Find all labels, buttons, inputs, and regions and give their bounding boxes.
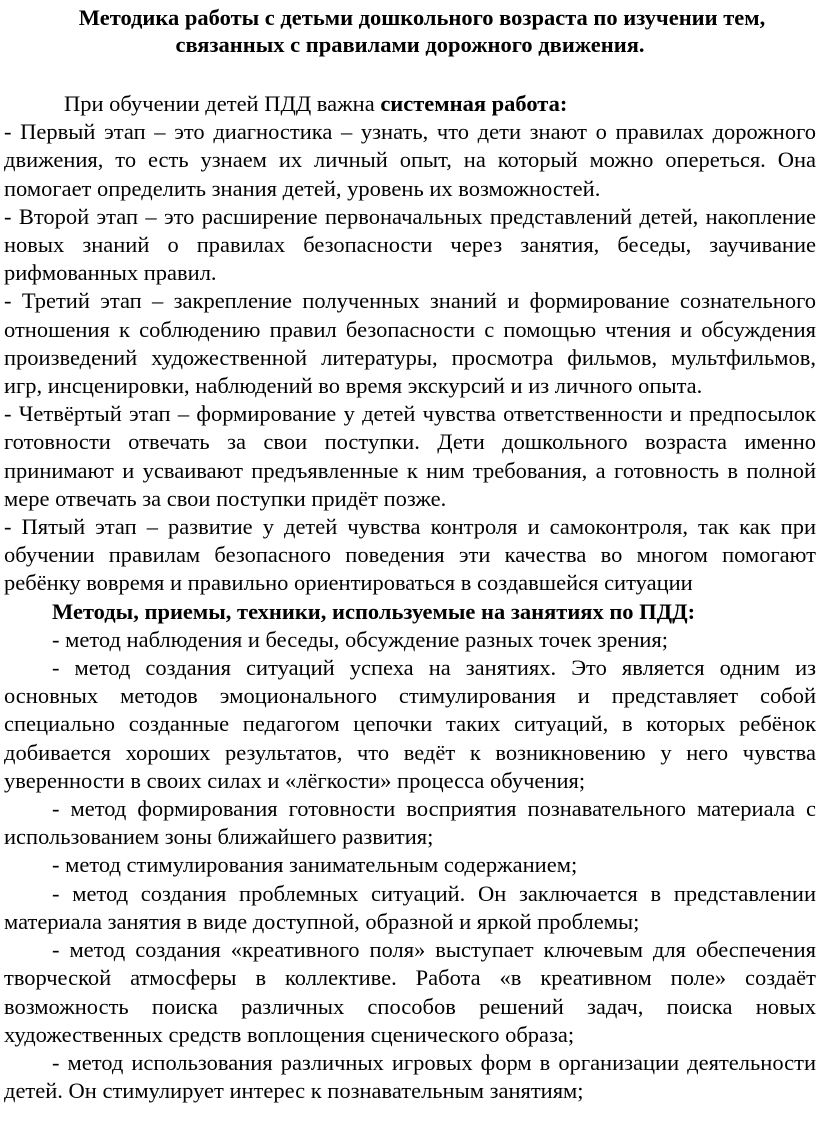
stage-2-paragraph: - Второй этап – это расширение первоначальных представлений детей, накопление новых знаний о правилах безопасности через занятия, беседы, заучивание рифмованных правил. xyxy=(4,203,816,286)
method-2-paragraph: - метод создания ситуаций успеха на занятиях. Это является одним из основных методов эмоционального стимулирования и представляет собой специально созданные педагогом цепочки таких ситуаций, в которых ребёнок добивается хороших результатов, что ведёт к возникновению у него чувства уверенности в своих силах и «лёгкости» процесса обучения; xyxy=(4,655,816,793)
method-5-paragraph: - метод создания проблемных ситуаций. Он заключается в представлении материала занятия в виде доступной, образной и яркой проблемы; xyxy=(4,880,816,934)
document-body xyxy=(4,90,816,1105)
stage-5-paragraph: - Пятый этап – развитие у детей чувства контроля и самоконтроля, так как при обучении правилам безопасного поведения эти качества во многом помогают ребёнку вовремя и правильно ориентироваться в создавшейся ситуации xyxy=(4,514,816,596)
stage-3-paragraph: - Третий этап – закрепление полученных знаний и формирование сознательного отношения к соблюдению правил безопасности с помощью чтения и обсуждения произведений художественной литературы, просмотра фильмов, мультфильмов, игр, инсценировки, наблюдений во время экскурсий и из личного опыта. xyxy=(4,288,816,399)
stage-4-paragraph: - Четвёртый этап – формирование у детей чувства ответственности и предпосылок готовности отвечать за свои поступки. Дети дошкольного возраста именно принимают и усваивают предъявленные к ним требования, а готовность в полной мере отвечать за свои поступки придёт позже. xyxy=(4,401,816,511)
method-7-paragraph: - метод использования различных игровых форм в организации деятельности детей. Он стимулирует интерес к познавательным занятиям; xyxy=(4,1049,816,1104)
document-title xyxy=(4,4,816,58)
intro-bold-text: системная работа: xyxy=(380,91,568,116)
method-3-paragraph: - метод формирования готовности восприятия познавательного материала с использованием зоны ближайшего развития; xyxy=(4,796,816,850)
method-4-paragraph: - метод стимулирования занимательным содержанием; xyxy=(52,852,578,878)
stage-1-paragraph: - Первый этап – это диагностика – узнать, что дети знают о правилах дорожного движения, то есть узнаем их личный опыт, на который можно опереться. Она помогает определить знания детей, уровень их возможностей. xyxy=(4,119,816,201)
method-1-paragraph: - метод наблюдения и беседы, обсуждение разных точек зрения; xyxy=(52,626,669,652)
methods-heading: Методы, приемы, техники, используемые на занятиях по ПДД: xyxy=(52,598,696,624)
intro-paragraph xyxy=(4,90,816,118)
intro-text: При обучении детей ПДД важна xyxy=(64,91,381,116)
title-line-2: связанных с правилами дорожного движения. xyxy=(175,32,645,57)
method-6-paragraph: - метод создания «креативного поля» выступает ключевым для обеспечения творческой атмосферы в коллективе. Работа «в креативном поле» создаёт возможность поиска различных способов решений задач, поиска новых художественных средств воплощения сценического образа; xyxy=(4,937,816,1047)
title-line-1: Методика работы с детьми дошкольного возраста по изучении тем, xyxy=(78,5,766,30)
